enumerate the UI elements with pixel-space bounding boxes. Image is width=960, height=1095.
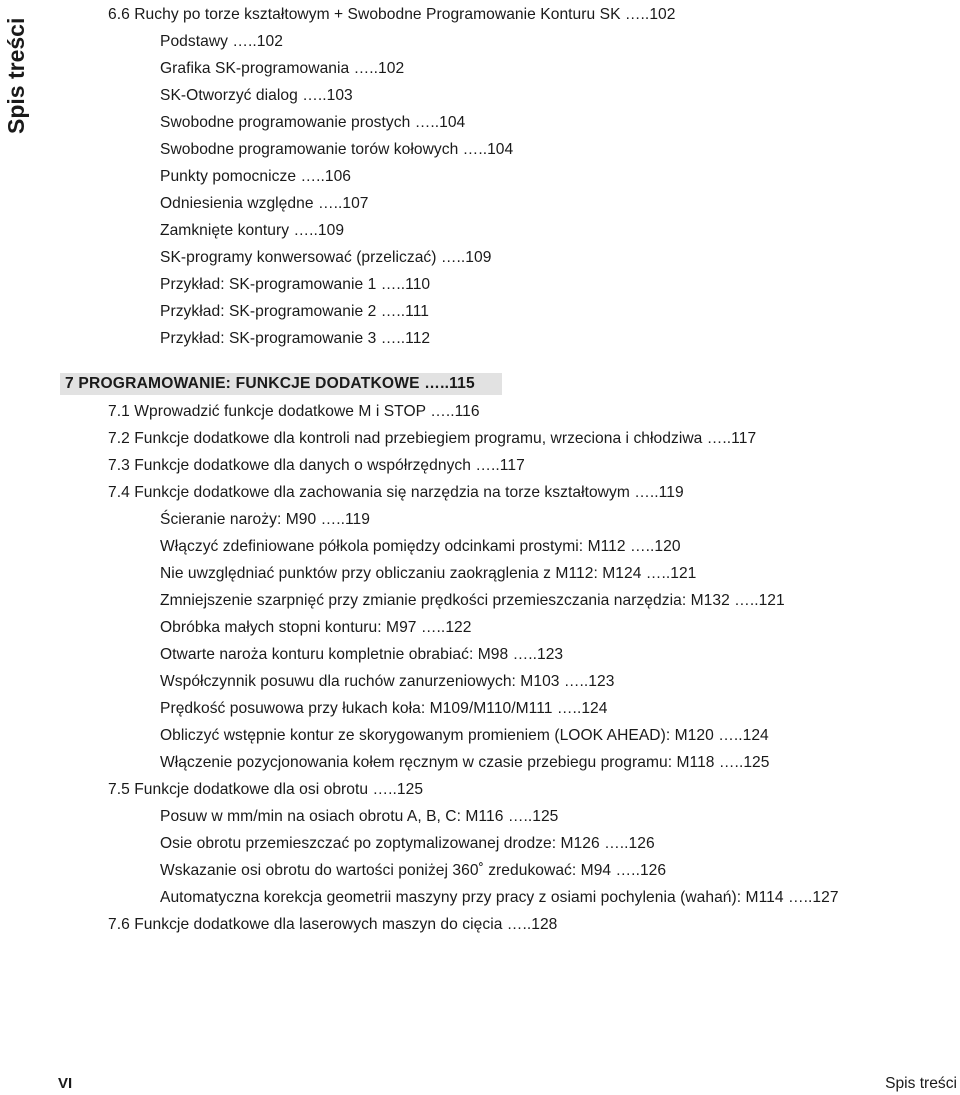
toc-entry[interactable]: Włączenie pozycjonowania kołem ręcznym w czasie przebiegu programu: M118 …..125	[160, 754, 770, 771]
toc-entry[interactable]: Nie uwzględniać punktów przy obliczaniu zaokrąglenia z M112: M124 …..121	[160, 565, 697, 582]
toc-entry-7-3[interactable]: 7.3 Funkcje dodatkowe dla danych o współrzędnych …..117	[108, 457, 525, 474]
toc-entry-7-4[interactable]: 7.4 Funkcje dodatkowe dla zachowania się narzędzia na torze kształtowym …..119	[108, 484, 684, 501]
toc-entry[interactable]: Ścieranie naroży: M90 …..119	[160, 511, 370, 528]
toc-entry-7-1[interactable]: 7.1 Wprowadzić funkcje dodatkowe M i STOP …..116	[108, 403, 480, 420]
footer-section-name: Spis treści	[885, 1075, 957, 1092]
toc-entry[interactable]: Otwarte naroża konturu kompletnie obrabiać: M98 …..123	[160, 646, 564, 663]
toc-entry-7-6[interactable]: 7.6 Funkcje dodatkowe dla laserowych maszyn do cięcia …..128	[108, 916, 558, 933]
toc-entry-7-5[interactable]: 7.5 Funkcje dodatkowe dla osi obrotu …..125	[108, 781, 424, 798]
toc-entry[interactable]: SK-programy konwersować (przeliczać) …..109	[160, 249, 492, 266]
toc-entry[interactable]: Prędkość posuwowa przy łukach koła: M109/M110/M111 …..124	[160, 700, 608, 717]
toc-entry[interactable]: Współczynnik posuwu dla ruchów zanurzeniowych: M103 …..123	[160, 673, 615, 690]
toc-entry[interactable]: Automatyczna korekcja geometrii maszyny przy pracy z osiami pochylenia (wahań): M114 …..127	[160, 889, 839, 906]
toc-entry[interactable]: Przykład: SK-programowanie 3 …..112	[160, 330, 431, 347]
toc-entry[interactable]: Osie obrotu przemieszczać po zoptymalizowanej drodze: M126 …..126	[160, 835, 655, 852]
chapter-7-title: 7 PROGRAMOWANIE: FUNKCJE DODATKOWE …..115	[65, 375, 475, 392]
toc-entry[interactable]: Posuw w mm/min na osiach obrotu A, B, C: M116 …..125	[160, 808, 559, 825]
toc-entry[interactable]: Grafika SK-programowania …..102	[160, 60, 405, 77]
toc-entry[interactable]: Odniesienia względne …..107	[160, 195, 369, 212]
side-tab	[0, 0, 30, 140]
toc-entry[interactable]: Włączyć zdefiniowane półkola pomiędzy odcinkami prostymi: M112 …..120	[160, 538, 681, 555]
chapter-7-heading[interactable]	[60, 373, 502, 395]
toc-entry[interactable]: Obróbka małych stopni konturu: M97 …..122	[160, 619, 472, 636]
toc-entry[interactable]: SK-Otworzyć dialog …..103	[160, 87, 353, 104]
toc-entry[interactable]: Zamknięte kontury …..109	[160, 222, 345, 239]
toc-entry[interactable]: Swobodne programowanie torów kołowych …..104	[160, 141, 514, 158]
toc-entry[interactable]: Podstawy …..102	[160, 33, 283, 50]
toc-entry[interactable]: Wskazanie osi obrotu do wartości poniżej 360˚ zredukować: M94 …..126	[160, 862, 667, 879]
toc-entry-6-6[interactable]: 6.6 Ruchy po torze kształtowym + Swobodne Programowanie Konturu SK …..102	[108, 6, 676, 23]
toc-entry[interactable]: Punkty pomocnicze …..106	[160, 168, 352, 185]
toc-entry[interactable]: Przykład: SK-programowanie 1 …..110	[160, 276, 431, 293]
toc-entry[interactable]: Swobodne programowanie prostych …..104	[160, 114, 466, 131]
toc-entry[interactable]: Obliczyć wstępnie kontur ze skorygowanym promieniem (LOOK AHEAD): M120 …..124	[160, 727, 769, 744]
page-number: VI	[58, 1075, 73, 1092]
toc-entry[interactable]: Przykład: SK-programowanie 2 …..111	[160, 303, 429, 320]
toc-entry[interactable]: Zmniejszenie szarpnięć przy zmianie prędkości przemieszczania narzędzia: M132 …..121	[160, 592, 785, 609]
toc-entry-7-2[interactable]: 7.2 Funkcje dodatkowe dla kontroli nad przebiegiem programu, wrzeciona i chłodziwa …..117	[108, 430, 757, 447]
side-tab-label: Spis treści	[3, 17, 29, 134]
